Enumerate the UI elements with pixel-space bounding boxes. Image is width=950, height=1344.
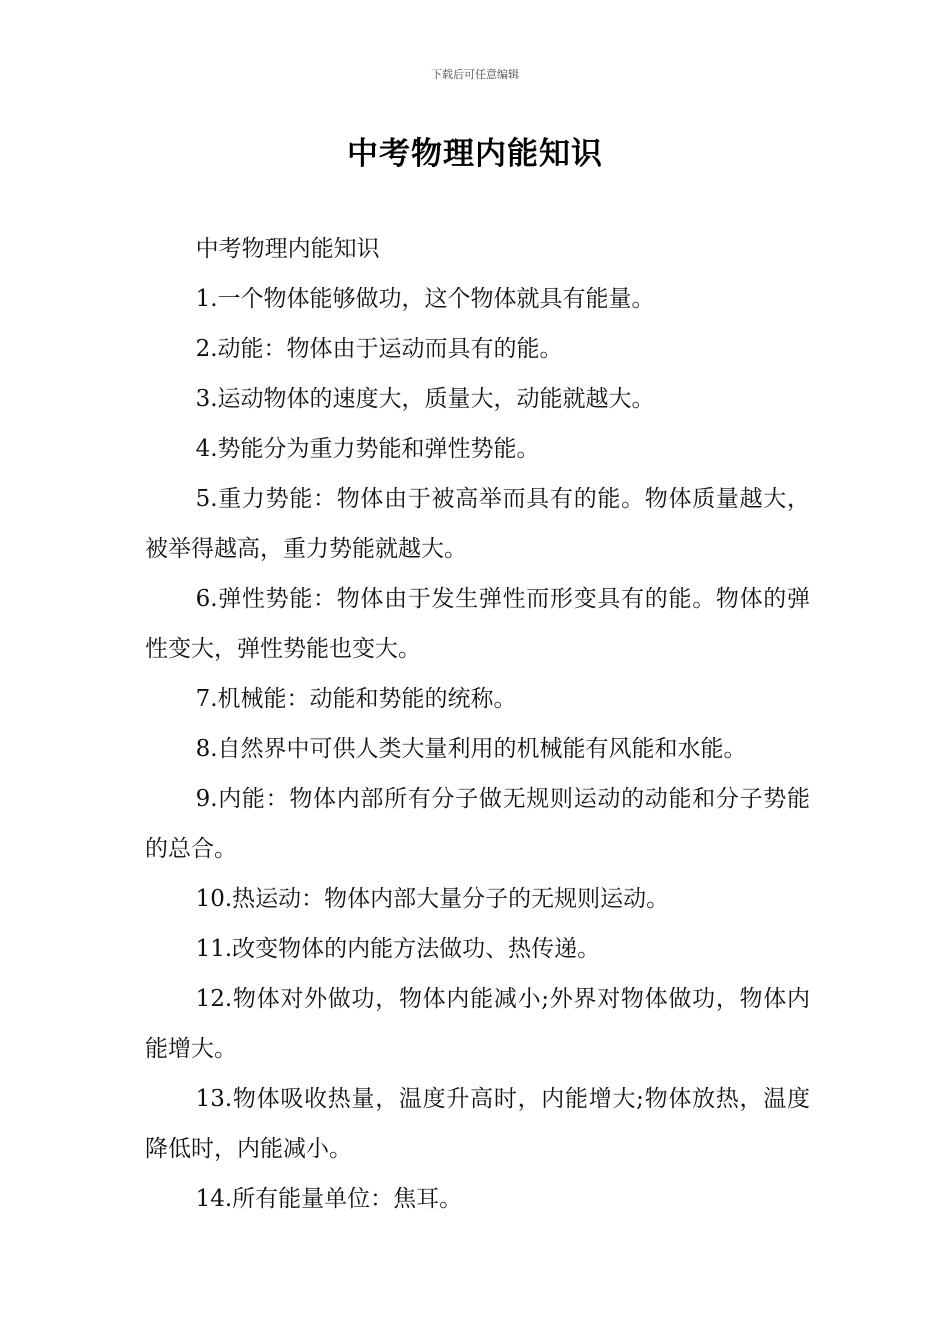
paragraph-item-3: 3.运动物体的速度大，质量大，动能就越大。 — [195, 386, 655, 412]
paragraph-item-9: 9.内能：物体内部所有分子做无规则运动的动能和分子势能的总合。 — [145, 786, 810, 862]
paragraph-item-5: 5.重力势能：物体由于被高举而具有的能。物体质量越大，被举得越高，重力势能就越大。 — [145, 486, 810, 562]
paragraph-item-12: 12.物体对外做功，物体内能减小;外界对物体做功，物体内能增大。 — [145, 986, 810, 1062]
paragraph-item-8: 8.自然界中可供人类大量利用的机械能有风能和水能。 — [195, 736, 747, 762]
paragraph-item-11: 11.改变物体的内能方法做功、热传递。 — [195, 936, 601, 962]
paragraph-item-4: 4.势能分为重力势能和弹性势能。 — [195, 436, 540, 462]
paragraph-item-7: 7.机械能：动能和势能的统称。 — [195, 686, 517, 712]
paragraph-intro: 中考物理内能知识 — [195, 236, 380, 262]
paragraph-item-6: 6.弹性势能：物体由于发生弹性而形变具有的能。物体的弹性变大，弹性势能也变大。 — [145, 586, 810, 662]
paragraph-item-13: 13.物体吸收热量，温度升高时，内能增大;物体放热，温度降低时，内能减小。 — [145, 1086, 810, 1162]
document-body — [145, 224, 810, 1224]
paragraph-item-14: 14.所有能量单位：焦耳。 — [195, 1186, 463, 1212]
document-title: 中考物理内能知识 — [347, 136, 603, 172]
paragraph-item-1: 1.一个物体能够做功，这个物体就具有能量。 — [195, 286, 655, 312]
paragraph-item-10: 10.热运动：物体内部大量分子的无规则运动。 — [195, 886, 670, 912]
page-header-note: 下载后可任意编辑 — [431, 68, 519, 81]
paragraph-item-2: 2.动能：物体由于运动而具有的能。 — [195, 336, 563, 362]
